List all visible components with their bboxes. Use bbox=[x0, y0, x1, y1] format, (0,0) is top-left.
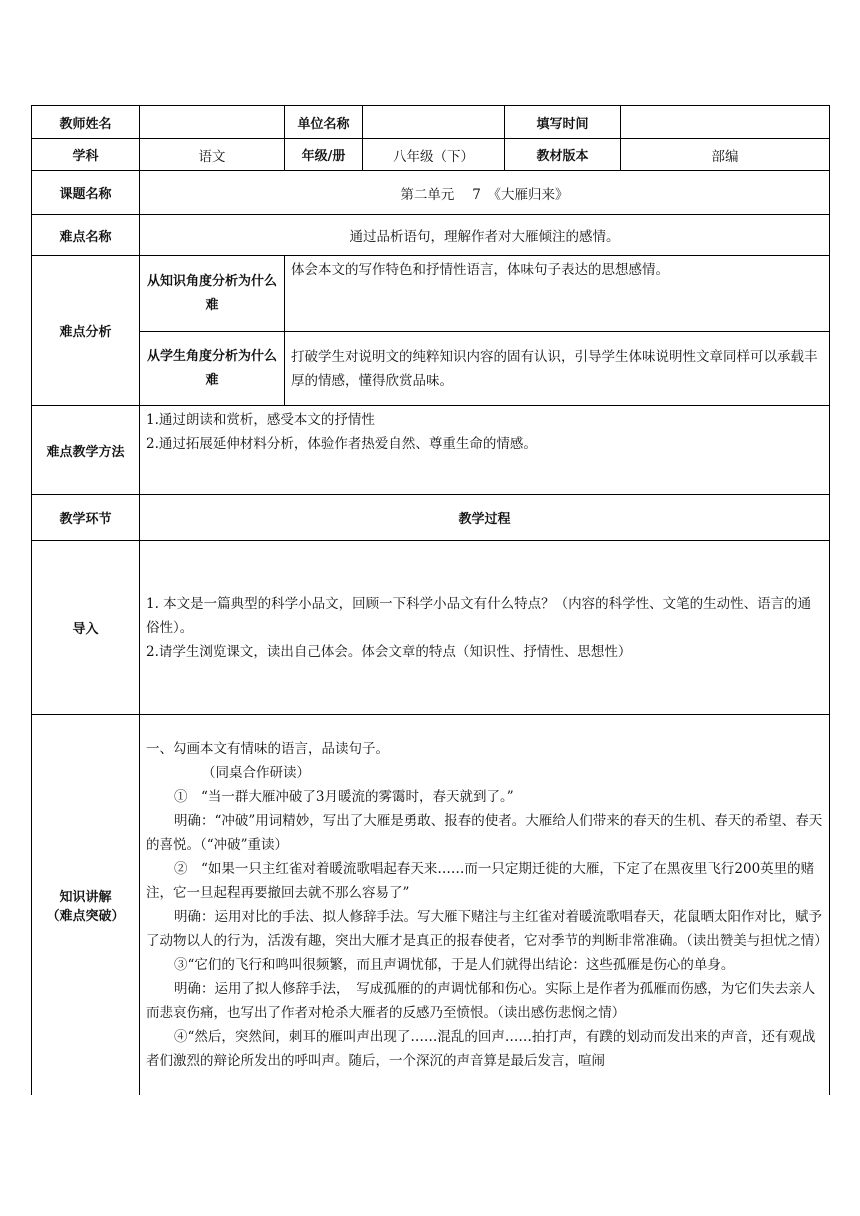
lesson-plan-table bbox=[31, 105, 830, 1095]
analysis-label: 难点分析 bbox=[32, 256, 140, 406]
header-row-2 bbox=[32, 139, 830, 171]
grade-value: 八年级（下） bbox=[363, 139, 505, 171]
intro-item-1: 1. 本文是一篇典型的科学小品文，回顾一下科学小品文有什么特点？（内容的科学性、文笔的生动性、语言的通俗性）。 bbox=[146, 595, 812, 636]
lesson-plan-page bbox=[31, 105, 829, 1216]
knowledge-p9: ④“然后，突然间，刺耳的雁叫声出现了……混乱的回声……拍打声，有蹼的划动而发出来的声音，还有观战者们激烈的辩论所发出的呼叫声。随后，一个深沉的声音算是最后发言，喧闹 bbox=[146, 1029, 816, 1069]
grade-label: 年级/册 bbox=[285, 139, 363, 171]
edition-value: 部编 bbox=[621, 139, 830, 171]
subject-value: 语文 bbox=[140, 139, 285, 171]
knowledge-p4: 明确：“冲破”用词精妙，写出了大雁是勇敢、报春的使者。大雁给人们带来的春天的生机、春天的希望、春天的喜悦。（“冲破”重读） bbox=[146, 813, 823, 853]
teacher-value bbox=[140, 106, 285, 139]
date-label: 填写时间 bbox=[505, 106, 621, 139]
knowledge-p7: ③“它们的飞行和鸣叫很频繁，而且声调忧郁，于是人们就得出结论：这些孤雁是伤心的单身。 bbox=[174, 957, 735, 973]
difficulty-value: 通过品析语句，理解作者对大雁倾注的感情。 bbox=[140, 215, 830, 256]
knowledge-p2: （同桌合作研读） bbox=[202, 765, 310, 781]
topic-row bbox=[32, 171, 830, 215]
knowledge-label-line2: （难点突破） bbox=[46, 908, 125, 924]
edition-label: 教材版本 bbox=[505, 139, 621, 171]
analysis-student-row bbox=[32, 332, 830, 406]
knowledge-p1: 一、勾画本文有情味的语言，品读句子。 bbox=[146, 741, 389, 757]
process-header-row bbox=[32, 495, 830, 541]
knowledge-cell bbox=[140, 715, 830, 1095]
analysis-student-text: 打破学生对说明文的纯粹知识内容的固有认识，引导学生体味说明性文章同样可以承载丰厚的情感，懂得欣赏品味。 bbox=[285, 332, 830, 406]
subject-label: 学科 bbox=[32, 139, 140, 171]
knowledge-p8: 明确：运用了拟人修辞手法， 写成孤雁的的声调忧郁和伤心。实际上是作者为孤雁而伤感，为它们失去亲人而悲哀伤痛，也写出了作者对枪杀大雁者的反感乃至愤恨。（读出感伤悲悯之情） bbox=[146, 981, 816, 1021]
analysis-knowledge-text: 体会本文的写作特色和抒情性语言，体味句子表达的思想感情。 bbox=[285, 256, 830, 332]
intro-row bbox=[32, 541, 830, 715]
methods-label: 难点教学方法 bbox=[32, 406, 140, 495]
topic-label: 课题名称 bbox=[32, 171, 140, 215]
date-value bbox=[621, 106, 830, 139]
methods-item-1: 1.通过朗读和赏析，感受本文的抒情性 bbox=[146, 412, 375, 428]
knowledge-p3: ① “当一群大雁冲破了3月暖流的雾霭时，春天就到了。” bbox=[174, 789, 514, 805]
knowledge-label-cell bbox=[32, 715, 140, 1095]
knowledge-p6: 明确：运用对比的手法、拟人修辞手法。写大雁下赌注与主红雀对着暖流歌唱春天，花鼠晒太阳作对比，赋予了动物以人的行为，活泼有趣，突出大雁才是真正的报春使者，它对季节的判断非常准确。（读出赞美与担忧之情） bbox=[146, 909, 828, 949]
intro-cell bbox=[140, 541, 830, 715]
topic-value: 第二单元 7 《大雁归来》 bbox=[140, 171, 830, 215]
teacher-label: 教师姓名 bbox=[32, 106, 140, 139]
unit-label: 单位名称 bbox=[285, 106, 363, 139]
header-row-1 bbox=[32, 106, 830, 139]
analysis-knowledge-label: 从知识角度分析为什么难 bbox=[140, 256, 285, 332]
difficulty-label: 难点名称 bbox=[32, 215, 140, 256]
intro-label: 导入 bbox=[32, 541, 140, 715]
knowledge-p5: ② “如果一只主红雀对着暖流歌唱起春天来……而一只定期迁徙的大雁，下定了在黑夜里飞行200英里的赌注，它一旦起程再要撤回去就不那么容易了” bbox=[146, 861, 815, 901]
unit-value bbox=[363, 106, 505, 139]
intro-item-2: 2.请学生浏览课文，读出自己体会。体会文章的特点（知识性、抒情性、思想性） bbox=[146, 643, 632, 660]
knowledge-row bbox=[32, 715, 830, 1095]
analysis-student-label: 从学生角度分析为什么难 bbox=[140, 332, 285, 406]
methods-row bbox=[32, 406, 830, 495]
knowledge-label-line1: 知识讲解 bbox=[59, 889, 112, 905]
analysis-knowledge-row bbox=[32, 256, 830, 332]
methods-item-2: 2.通过拓展延伸材料分析，体验作者热爱自然、尊重生命的情感。 bbox=[146, 436, 537, 452]
methods-cell bbox=[140, 406, 830, 495]
process-label: 教学过程 bbox=[140, 495, 830, 541]
stage-label: 教学环节 bbox=[32, 495, 140, 541]
difficulty-row bbox=[32, 215, 830, 256]
